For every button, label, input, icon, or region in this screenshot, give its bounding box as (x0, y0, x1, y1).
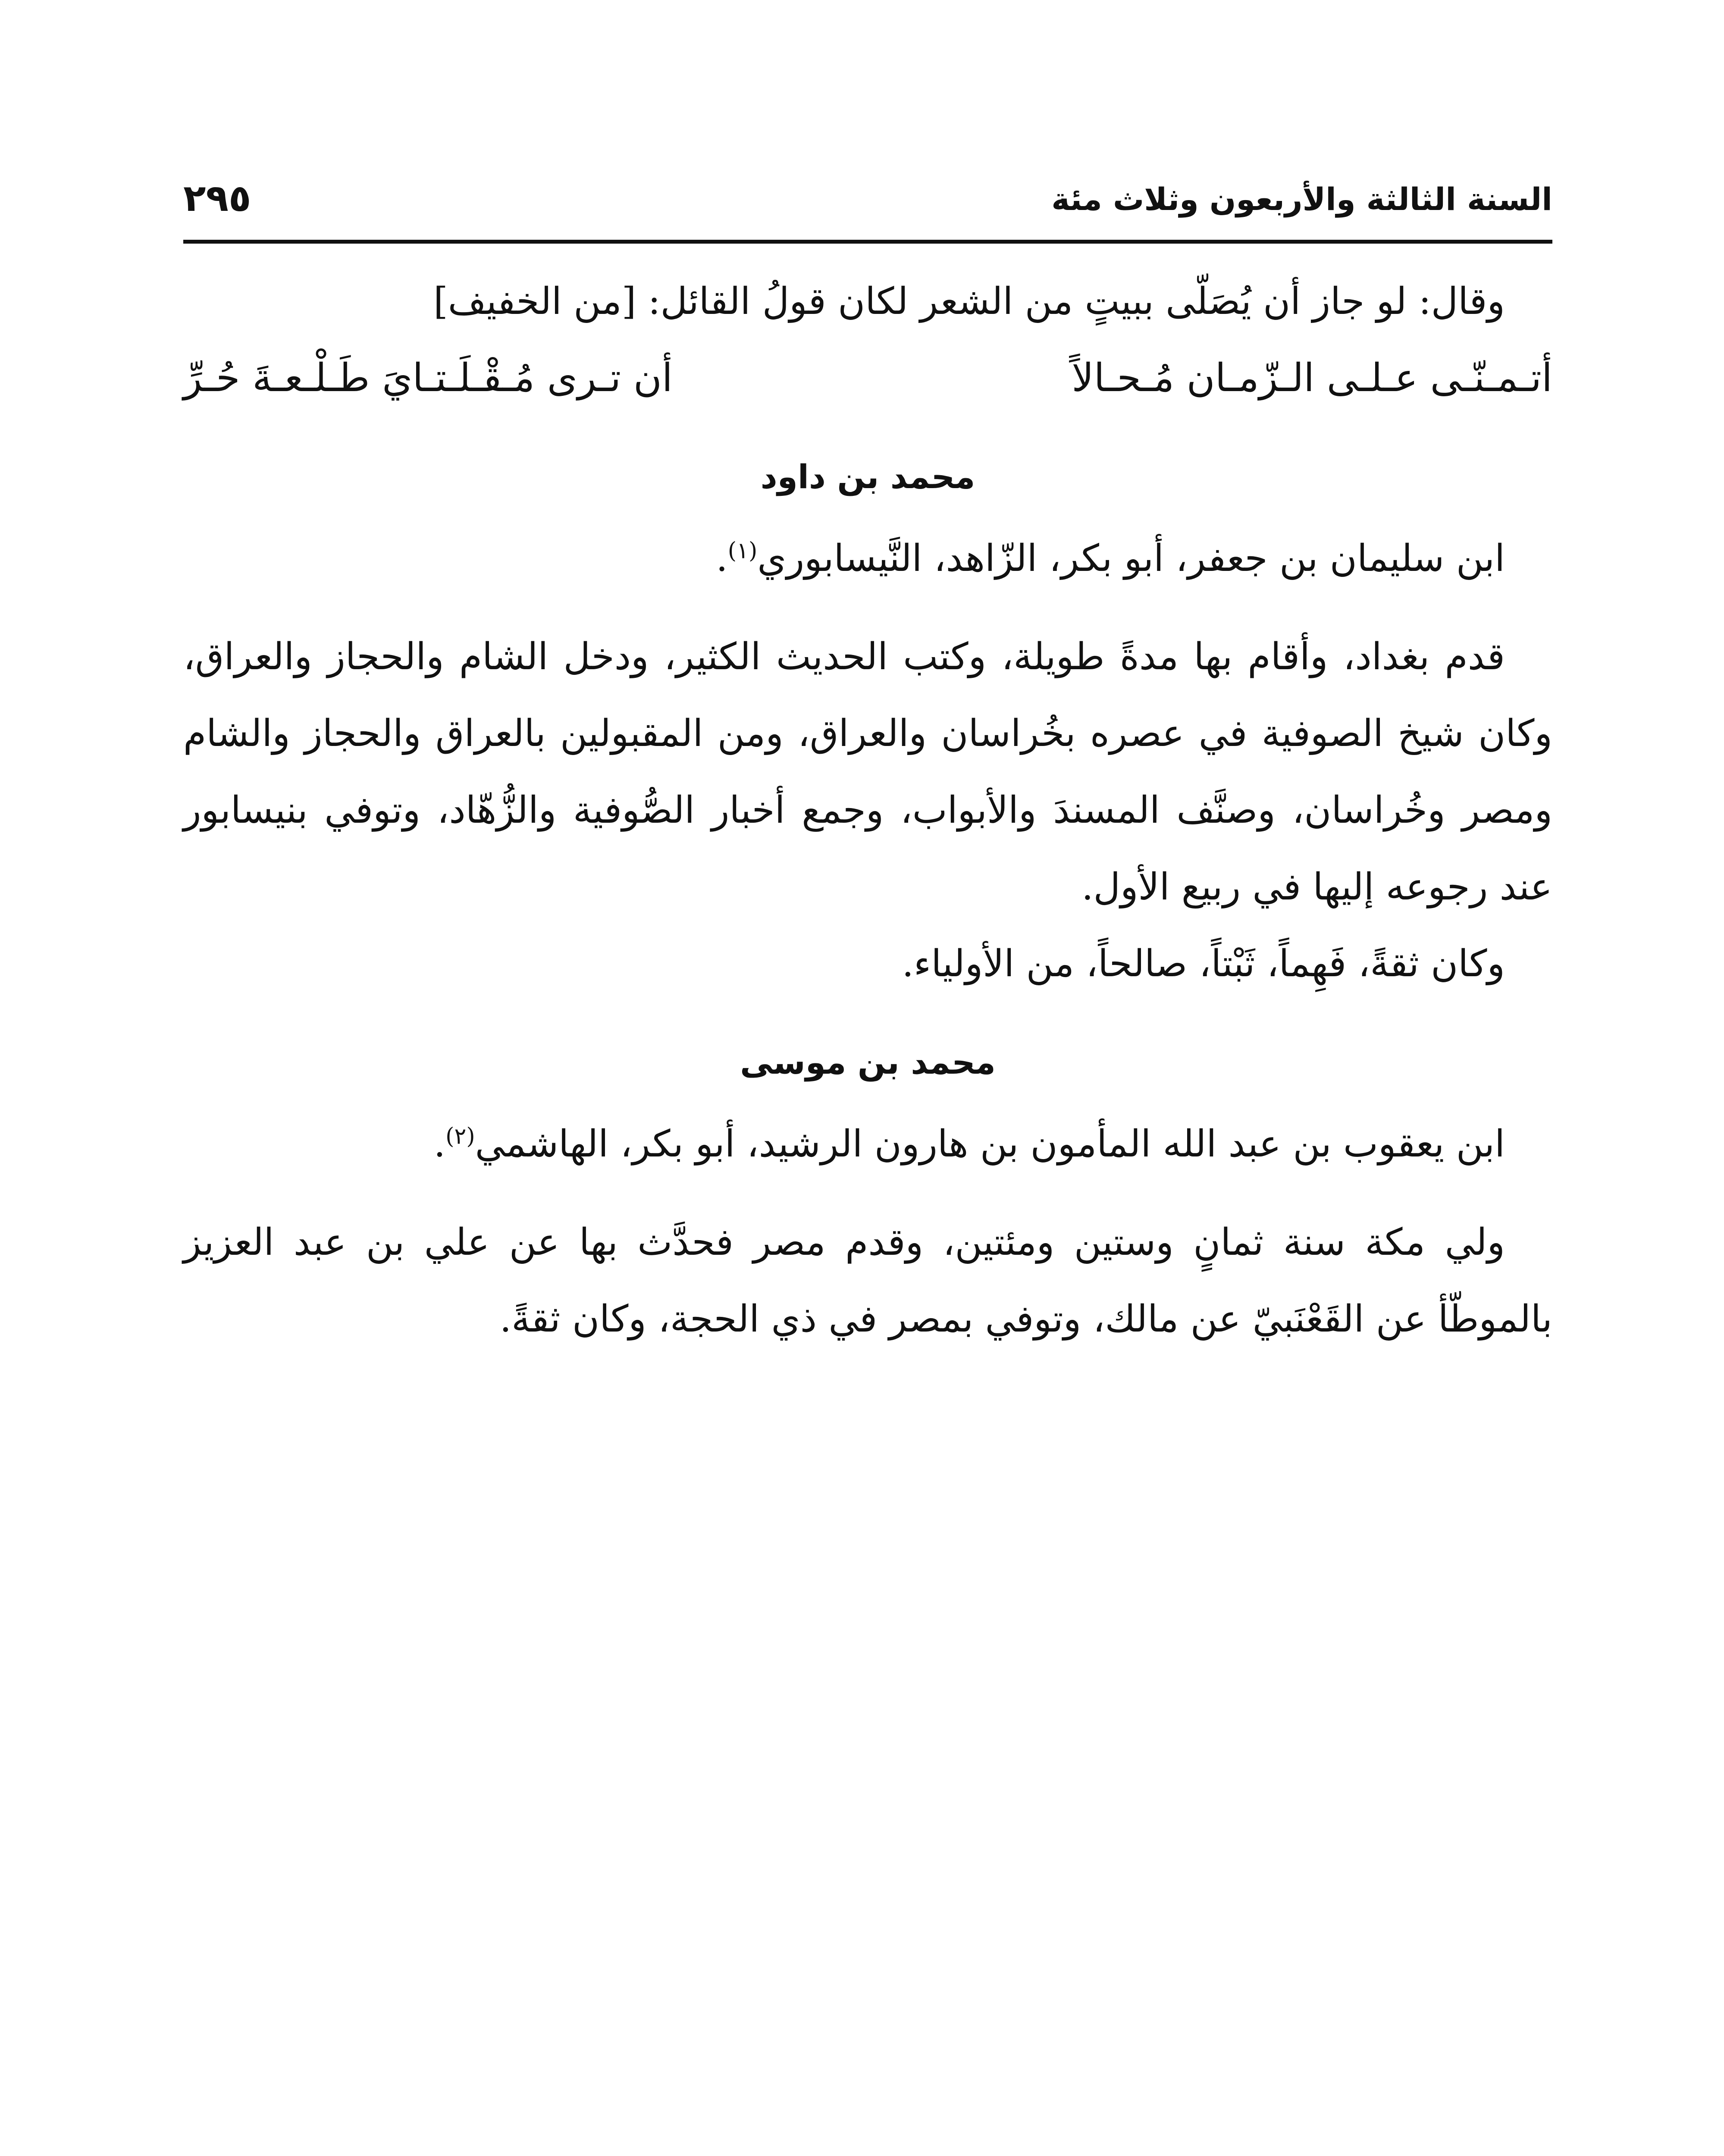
verse-first-hemistich: أتـمـنّـى عـلـى الـزّمـان مُـحـالاً (1072, 355, 1552, 401)
entry-heading-muhammad-ibn-musa: محمد بن موسى (740, 1043, 996, 1081)
main-text (183, 263, 1552, 1357)
paragraph-gap (183, 597, 1552, 618)
entry-heading-muhammad-ibn-dawud: محمد بن داود (760, 458, 975, 496)
lineage-text: ابن سليمان بن جعفر، أبو بكر، الزّاهد، النَّيسابوري (757, 537, 1505, 580)
footnote-ref-1: (١) (727, 538, 758, 564)
poem-intro: وقال: لو جاز أن يُصَلّى ببيتٍ من الشعر لكان قولُ القائل: [من الخفيف] (433, 280, 1505, 323)
entry-lineage (183, 520, 1552, 597)
footnote-ref-2: (٢) (445, 1123, 475, 1150)
entry-paragraph: قدم بغداد، وأقام بها مدةً طويلة، وكتب الحديث الكثير، ودخل الشام والحجاز والعراق، وكان شيخ الصوفية في عصره بخُراسان والعراق، ومن المقبولين بالعراق والحجاز والشام ومصر وخُراسان، وصنَّف المسندَ والأبواب، وجمع أخبار الصُّوفية والزُّهّاد، وتوفي بنيسابور عند رجوعه إليها في ربيع الأول. (183, 635, 1552, 909)
entry-lineage (183, 1106, 1552, 1182)
lineage-end: . (433, 1122, 446, 1166)
verse-second-hemistich: أن تـرى مُـقْـلَـتـايَ طَـلْـعـةَ حُـرِّ (183, 355, 673, 401)
running-title: السنة الثالثة والأربعون وثلاث مئة (1051, 181, 1552, 217)
entry-paragraph: ولي مكة سنة ثمانٍ وستين ومئتين، وقدم مصر فحدَّث بها عن علي بن عبد العزيز بالموطّأ عن القَعْنَبيّ عن مالك، وتوفي بمصر في ذي الحجة، وكان ثقةً. (183, 1221, 1552, 1341)
verse-line (183, 340, 1552, 417)
running-header (183, 168, 1552, 246)
page-number: ٢٩٥ (183, 177, 251, 220)
lineage-end: . (716, 537, 728, 580)
paragraph-gap (183, 1182, 1552, 1204)
lineage-text: ابن يعقوب بن عبد الله المأمون بن هارون الرشيد، أبو بكر، الهاشمي (475, 1122, 1505, 1166)
header-rule (183, 240, 1552, 244)
entry-paragraph: وكان ثقةً، فَهِماً، ثَبْتاً، صالحاً، من الأولياء. (902, 942, 1505, 985)
